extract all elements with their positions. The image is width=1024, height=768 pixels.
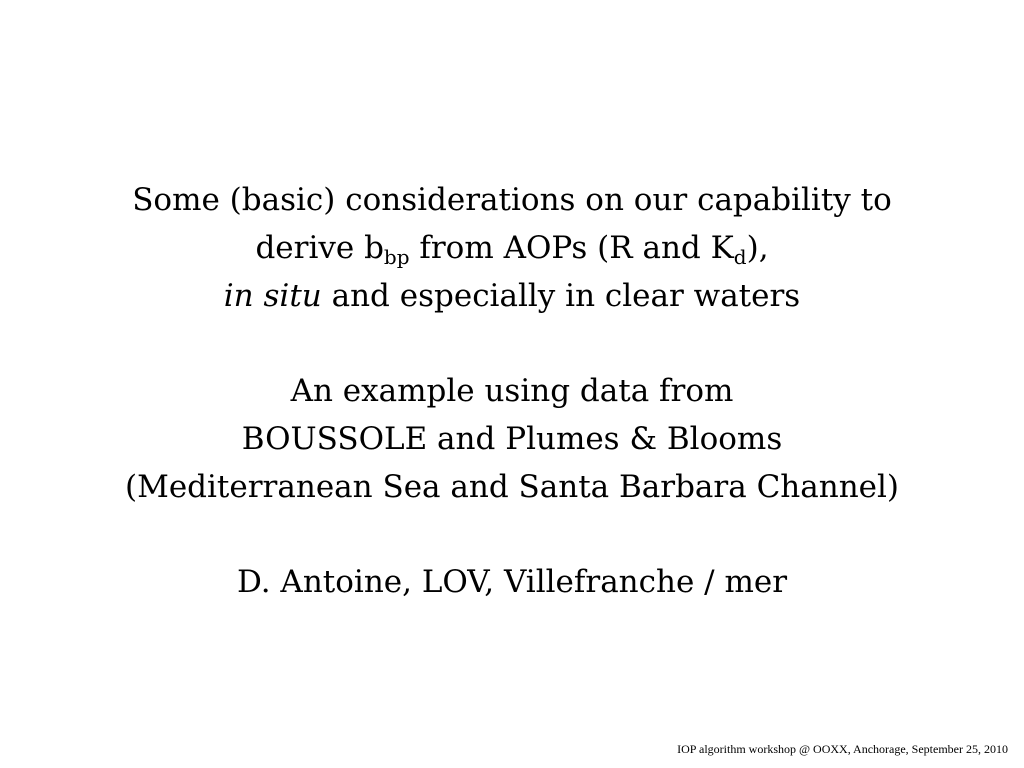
title-line-2 [0, 224, 1024, 272]
title-line-2-prefix: derive b [255, 230, 384, 266]
example-line-3: (Mediterranean Sea and Santa Barbara Channel) [124, 469, 900, 505]
slide-content [0, 176, 1024, 606]
author-line: D. Antoine, LOV, Villefranche / mer [236, 564, 788, 600]
footer-text: IOP algorithm workshop @ OOXX, Anchorage, September 25, 2010 [677, 742, 1008, 756]
title-line-1: Some (basic) considerations on our capability to [132, 182, 892, 218]
title-line-2-middle: from AOPs (R and K [409, 230, 734, 266]
title-line-2-suffix: ), [746, 230, 769, 266]
subscript-d: d [733, 245, 747, 269]
spacer [0, 511, 1024, 558]
title-line-3-rest: and especially in clear waters [321, 278, 801, 314]
in-situ-italic: in situ [223, 278, 322, 314]
example-line-2: BOUSSOLE and Plumes & Blooms [241, 421, 783, 457]
spacer [0, 320, 1024, 367]
subscript-bp: bp [383, 245, 410, 269]
title-line-3 [0, 272, 1024, 320]
example-line-1: An example using data from [290, 373, 734, 409]
